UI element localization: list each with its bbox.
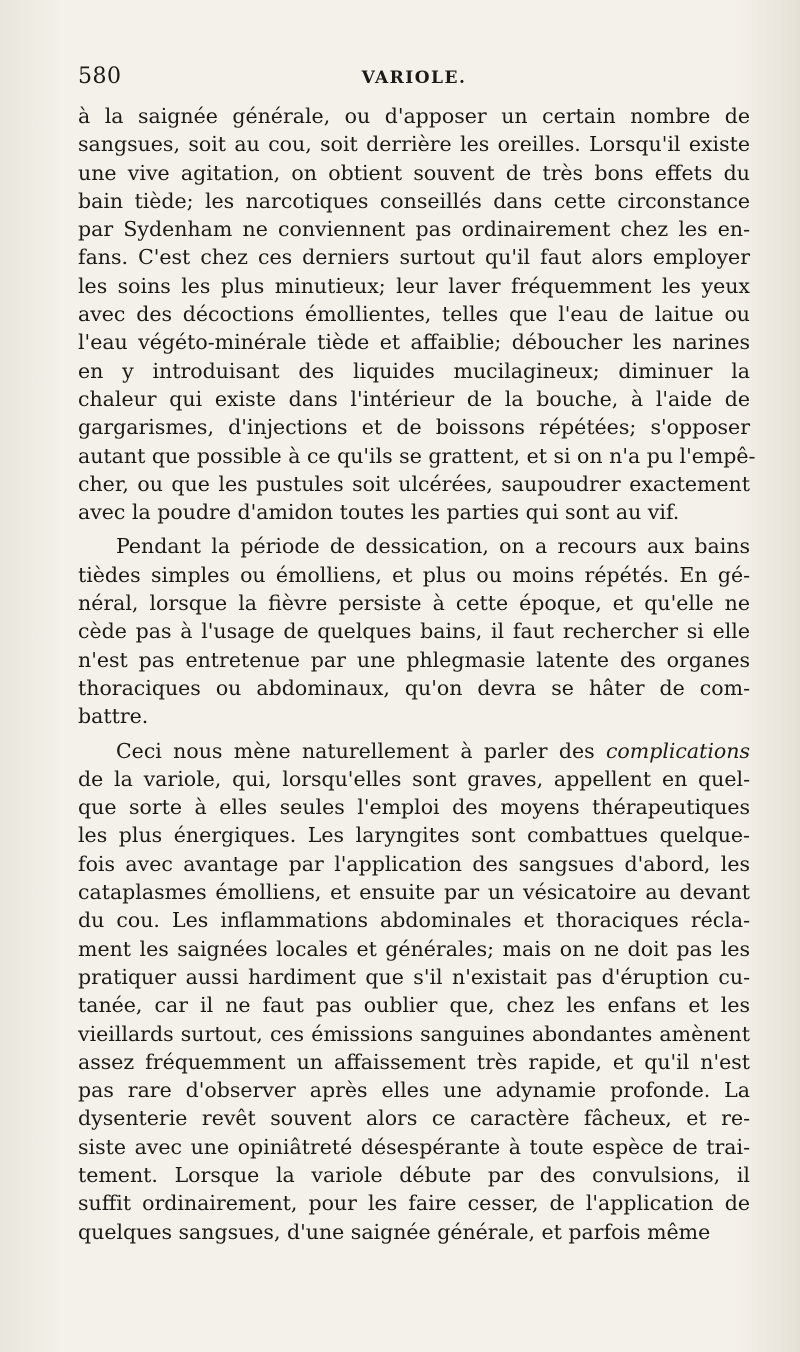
text-line: avec la poudre d'amidon toutes les parties qui sont au vif. <box>78 500 680 525</box>
text-line: dysenterie revêt souvent alors ce caractère fâcheux, et re- <box>78 1106 750 1131</box>
text-line: Ceci nous mène naturellement à parler des complications <box>116 738 750 763</box>
text-line: une vive agitation, on obtient souvent de très bons effets du <box>78 160 750 185</box>
text-line: pas rare d'observer après elles une adynamie profonde. La <box>78 1078 750 1103</box>
text-line: néral, lorsque la fièvre persiste à cette époque, et qu'elle ne <box>78 591 750 616</box>
text-line: chaleur qui existe dans l'intérieur de la bouche, à l'aide de <box>78 386 750 411</box>
text-line: assez fréquemment un affaissement très rapide, et qu'il n'est <box>78 1049 750 1074</box>
text-line: sangsues, soit au cou, soit derrière les oreilles. Lorsqu'il existe <box>78 132 750 157</box>
text-line: cataplasmes émolliens, et ensuite par un vésicatoire au devant <box>78 880 750 905</box>
page-number: 580 <box>78 64 122 89</box>
text-line: autant que possible à ce qu'ils se grattent, et si on n'a pu l'empê- <box>78 443 756 468</box>
text-line: siste avec une opiniâtreté désespérante à toute espèce de trai- <box>78 1134 750 1159</box>
text-line: ment les saignées locales et générales; mais on ne doit pas les <box>78 936 750 961</box>
text-line: en y introduisant des liquides mucilagineux; diminuer la <box>78 358 750 383</box>
text-line: vieillards surtout, ces émissions sanguines abondantes amènent <box>78 1021 750 1046</box>
text-line: suffit ordinairement, pour les faire cesser, de l'application de <box>78 1191 750 1216</box>
text-line: du cou. Les inflammations abdominales et thoraciques récla- <box>78 908 750 933</box>
text-line: Pendant la période de dessication, on a recours aux bains <box>116 534 750 559</box>
text-line: gargarismes, d'injections et de boissons répétées; s'opposer <box>78 415 750 440</box>
text-line: les soins les plus minutieux; leur laver fréquemment les yeux <box>78 273 750 298</box>
text-line: l'eau végéto-minérale tiède et affaiblie; déboucher les narines <box>78 330 750 355</box>
paragraph <box>78 532 750 730</box>
body-text <box>78 102 756 1246</box>
text-line: à la saignée générale, ou d'apposer un certain nombre de <box>78 104 750 128</box>
text-line: de la variole, qui, lorsqu'elles sont graves, appellent en quel- <box>78 766 750 791</box>
text-line: quelques sangsues, d'une saignée générale, et parfois même <box>78 1219 711 1244</box>
text-line: thoraciques ou abdominaux, qu'on devra se hâter de com- <box>78 675 750 700</box>
paragraph <box>78 737 750 1246</box>
text-line: par Sydenham ne conviennent pas ordinairement chez les en- <box>78 217 750 242</box>
paragraph <box>78 102 756 526</box>
text-line: tièdes simples ou émolliens, et plus ou moins répétés. En gé- <box>78 562 750 587</box>
text-line: avec des décoctions émollientes, telles que l'eau de laitue ou <box>78 302 750 327</box>
text-line: cher, ou que les pustules soit ulcérées, saupoudrer exactement <box>78 471 750 496</box>
text-line: les plus énergiques. Les laryngites sont combattues quelque- <box>78 823 750 848</box>
text-line: tement. Lorsque la variole débute par des convulsions, il <box>78 1162 750 1187</box>
text-line: n'est pas entretenue par une phlegmasie latente des organes <box>78 647 750 672</box>
page-header <box>78 64 750 100</box>
running-title: VARIOLE. <box>361 68 467 88</box>
text-line: battre. <box>78 704 149 729</box>
text-line: pratiquer aussi hardiment que s'il n'existait pas d'éruption cu- <box>78 964 750 989</box>
text-line: bain tiède; les narcotiques conseillés dans cette circonstance <box>78 188 750 213</box>
text-line: fois avec avantage par l'application des sangsues d'abord, les <box>78 851 750 876</box>
text-line: tanée, car il ne faut pas oublier que, chez les enfans et les <box>78 993 750 1018</box>
text-line: fans. C'est chez ces derniers surtout qu'il faut alors employer <box>78 245 750 270</box>
text-line: que sorte à elles seules l'emploi des moyens thérapeutiques <box>78 795 750 820</box>
text-line: cède pas à l'usage de quelques bains, il faut rechercher si elle <box>78 619 750 644</box>
